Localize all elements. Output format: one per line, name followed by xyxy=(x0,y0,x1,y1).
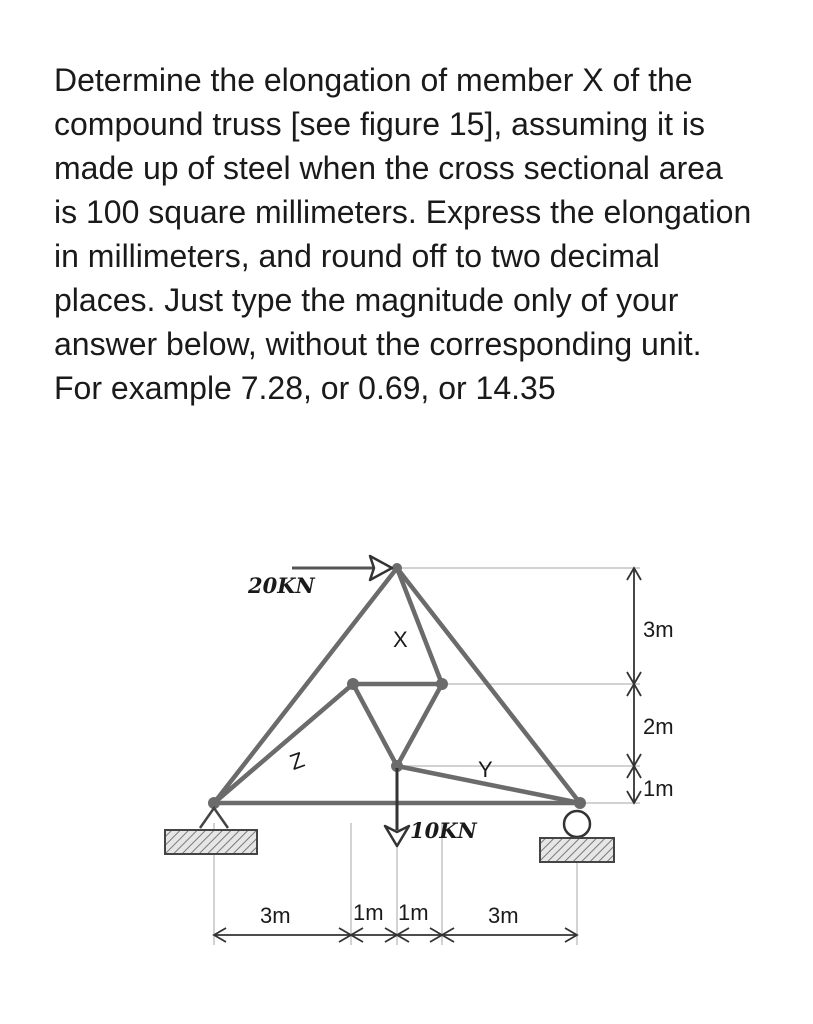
dim-vertical-3m: 3m xyxy=(643,617,674,642)
dim-horizontal-1m-b: 1m xyxy=(398,900,429,925)
load-label-horizontal: 20KN xyxy=(248,573,315,598)
member-z xyxy=(214,684,353,803)
dim-horizontal-3m-right: 3m xyxy=(488,903,519,928)
load-label-vertical: 10KN xyxy=(410,818,477,843)
member-x xyxy=(397,568,442,684)
member-label-x: X xyxy=(393,627,408,652)
load-arrow-vertical xyxy=(385,768,409,846)
dim-horizontal-3m-left: 3m xyxy=(260,903,291,928)
dim-horizontal-1m-a: 1m xyxy=(353,900,384,925)
vertical-dimension-line xyxy=(627,568,641,803)
member-right-diagonal xyxy=(397,684,442,766)
question-text: Determine the elongation of member X of the compound truss [see figure 15], assuming it is made up of steel when the cross sectional area is 100 square millimeters. Express the elongation in millimeters, and round off to two decimal places. Just type the magnitude only of your answer below, without the corresponding unit. For example 7.28, or 0.69, or 14.35 xyxy=(54,62,752,406)
roller-support-right xyxy=(540,811,614,862)
dim-vertical-1m: 1m xyxy=(643,776,674,801)
dim-vertical-2m: 2m xyxy=(643,714,674,739)
member-label-y: Y xyxy=(478,757,493,782)
member-label-z: Z xyxy=(286,746,308,775)
horizontal-dimension-line xyxy=(214,928,577,942)
pin-support-left xyxy=(165,808,257,854)
member-left-diagonal xyxy=(353,684,397,766)
guide-lines xyxy=(214,568,640,945)
